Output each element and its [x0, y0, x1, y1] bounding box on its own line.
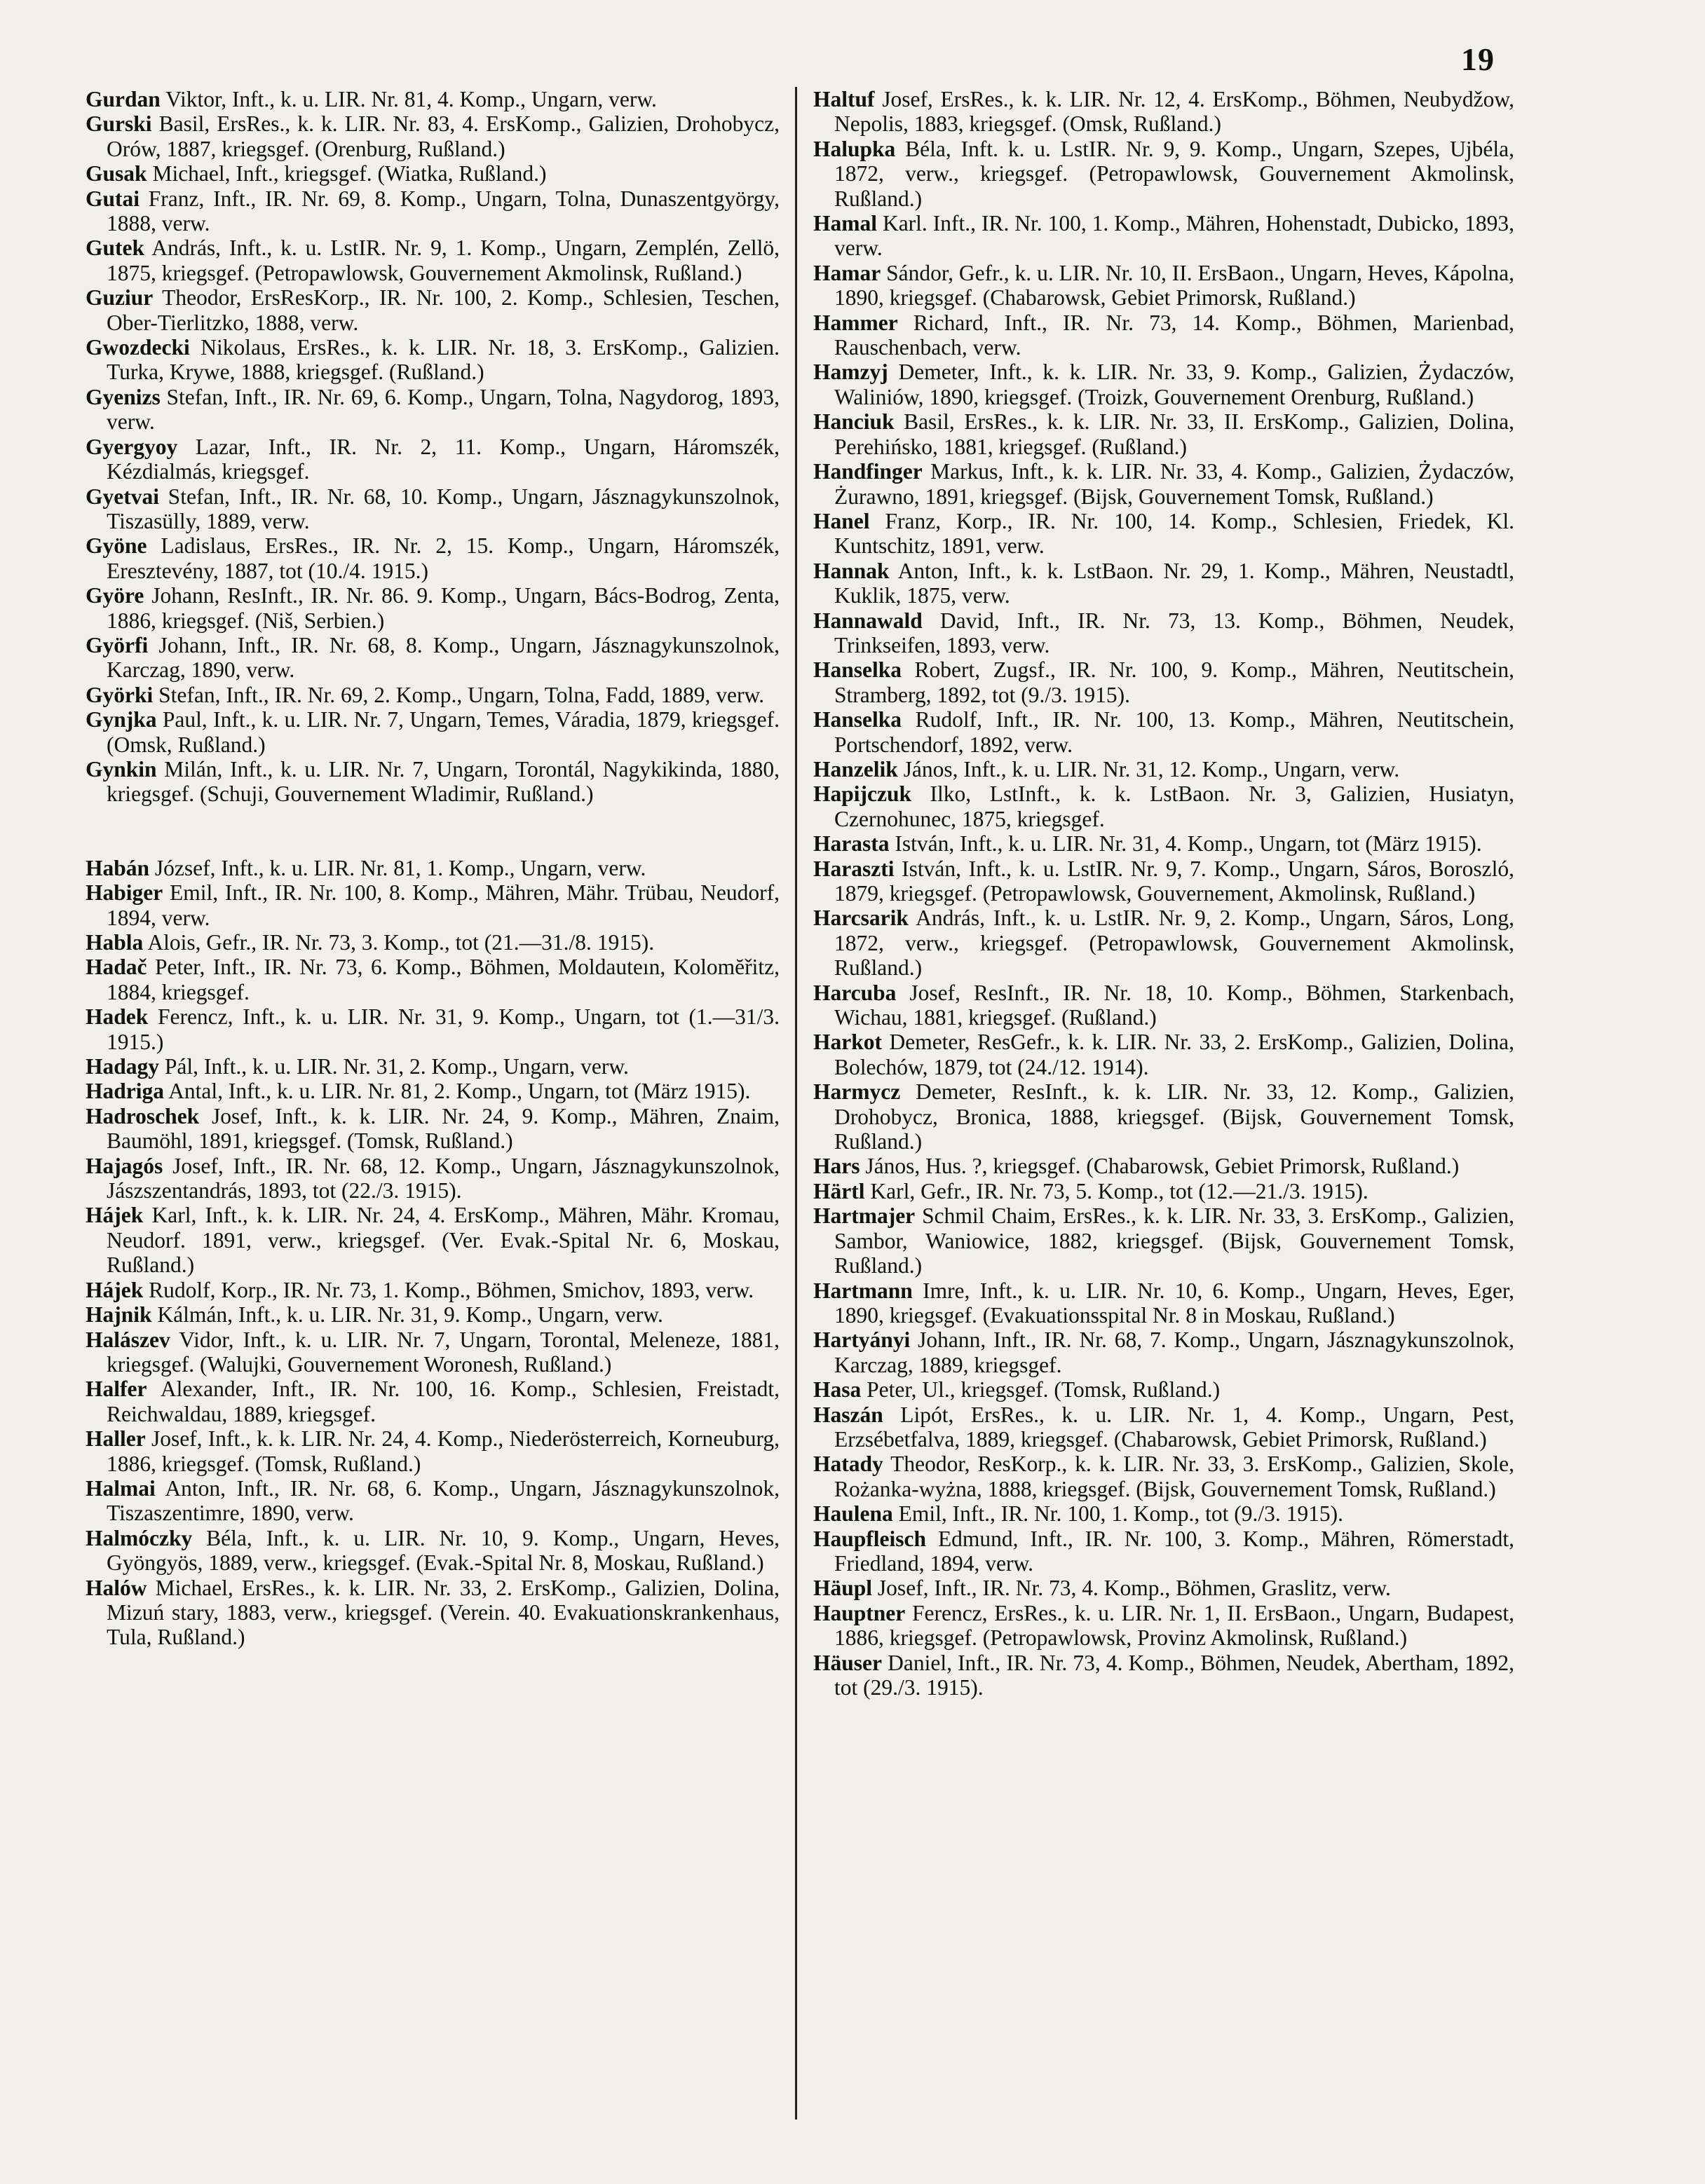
list-item [813, 1079, 1514, 1154]
section-gap [86, 807, 780, 856]
entry-details: Béla, Inft. k. u. LstIR. Nr. 9, 9. Komp., Ungarn, Szepes, Ujbéla, 1872, verw., kriegsgef. (Petropawlowsk, Gouvernement Akmolinsk, Rußland.) [834, 136, 1514, 211]
entry-surname: Haulena [813, 1501, 893, 1527]
entry-details: Josef, Inft., IR. Nr. 73, 4. Komp., Böhmen, Graslitz, verw. [872, 1576, 1391, 1601]
entry-surname: Györfi [86, 632, 149, 657]
entry-details: Alois, Gefr., IR. Nr. 73, 3. Komp., tot (21.—31./8. 1915). [143, 930, 655, 955]
entry-details: Lazar, Inft., IR. Nr. 2, 11. Komp., Ungarn, Háromszék, Kézdialmás, kriegsgef. [107, 434, 780, 484]
list-item [813, 831, 1514, 856]
entry-details: Stefan, Inft., IR. Nr. 69, 6. Komp., Ungarn, Tolna, Nagydorog, 1893, verw. [107, 384, 780, 435]
entry-details: András, Inft., k. u. LstIR. Nr. 9, 1. Komp., Ungarn, Zemplén, Zellö, 1875, kriegsgef. (Petropawlowsk, Gouvernement Akmolinsk, Rußland.) [107, 236, 780, 285]
entry-surname: Gyergyoy [86, 434, 178, 459]
list-item [86, 435, 780, 484]
list-item [813, 1154, 1514, 1178]
list-item [813, 1651, 1514, 1700]
entry-details: Franz, Inft., IR. Nr. 69, 8. Komp., Ungarn, Tolna, Dunaszentgyörgy, 1888, verw. [107, 186, 780, 236]
entry-surname: Häupl [813, 1576, 873, 1601]
entry-details: János, Hus. ?, kriegsgef. (Chabarowsk, Gebiet Primorsk, Rußland.) [860, 1154, 1460, 1179]
entry-details: István, Inft., k. u. LIR. Nr. 31, 4. Komp., Ungarn, tot (März 1915). [889, 831, 1482, 856]
entry-surname: Harasta [813, 831, 890, 856]
entry-surname: Haupfleisch [813, 1526, 927, 1551]
entry-details: Sándor, Gefr., k. u. LIR. Nr. 10, II. ErsBaon., Ungarn, Heves, Kápolna, 1890, kriegsgef. (Chabarowsk, Gebiet Primorsk, Rußland.) [834, 260, 1514, 310]
entry-surname: Halupka [813, 136, 896, 161]
list-item [86, 385, 780, 435]
entry-surname: Hajagós [86, 1153, 163, 1178]
entry-details: Béla, Inft., k. u. LIR. Nr. 10, 9. Komp., Ungarn, Heves, Gyöngyös, 1889, verw., kriegsgef. (Evak.-Spital Nr. 8, Moskau, Rußland.) [107, 1525, 780, 1576]
entry-surname: Hadroschek [86, 1103, 200, 1128]
list-item [86, 87, 780, 111]
entry-details: Pál, Inft., k. u. LIR. Nr. 31, 2. Komp., Ungarn, verw. [159, 1054, 629, 1079]
entry-details: Theodor, ResKorp., k. k. LIR. Nr. 33, 3. ErsKomp., Galizien, Skole, Rożanka-wyżna, 1888, kriegsgef. (Bijsk, Gouvernement Tomsk, Rußland.) [834, 1452, 1514, 1501]
entry-details: Michael, ErsRes., k. k. LIR. Nr. 33, 2. ErsKomp., Galizien, Dolina, Mizuń stary, 1883, verw., kriegsgef. (Verein. 40. Evakuationskrankenhaus, Tula, Rußland.) [107, 1575, 780, 1650]
list-item [813, 1527, 1514, 1576]
group-g [86, 87, 780, 807]
entry-surname: Hartmajer [813, 1203, 916, 1229]
entry-details: Demeter, ResInft., k. k. LIR. Nr. 33, 12. Komp., Galizien, Drohobycz, Bronica, 1888, kriegsgef. (Bijsk, Gouvernement Tomsk, Rußland.) [834, 1079, 1514, 1154]
entry-surname: Hatady [813, 1452, 883, 1477]
list-item [813, 1501, 1514, 1526]
entry-surname: Harmycz [813, 1079, 901, 1105]
entry-surname: Hadagy [86, 1054, 160, 1079]
entry-surname: Gutek [86, 236, 145, 261]
entry-surname: Hanciuk [813, 409, 895, 435]
entry-details: Kálmán, Inft., k. u. LIR. Nr. 31, 9. Komp., Ungarn, verw. [151, 1302, 663, 1328]
entry-details: Peter, Ul., kriegsgef. (Tomsk, Rußland.) [861, 1377, 1221, 1402]
entry-details: Imre, Inft., k. u. LIR. Nr. 10, 6. Komp., Ungarn, Heves, Eger, 1890, kriegsgef. (Evakuationsspital Nr. 8 in Moskau, Rußland.) [834, 1278, 1514, 1328]
list-item [813, 1030, 1514, 1079]
entry-details: Alexander, Inft., IR. Nr. 100, 16. Komp., Schlesien, Freistadt, Reichwaldau, 1889, kriegsgef. [107, 1377, 780, 1426]
entry-details: Vidor, Inft., k. u. LIR. Nr. 7, Ungarn, Torontal, Meleneze, 1881, kriegsgef. (Walujki, Gouvernement Woronesh, Rußland.) [107, 1327, 780, 1377]
list-item [813, 211, 1514, 261]
list-item [86, 1278, 780, 1302]
list-item [86, 856, 780, 880]
group-h [86, 856, 780, 1650]
list-item [86, 285, 780, 335]
entry-surname: Hájek [86, 1203, 144, 1228]
list-item [813, 1203, 1514, 1278]
entry-surname: Handfinger [813, 459, 923, 484]
entry-surname: Hamar [813, 260, 881, 285]
entry-surname: Gyöne [86, 533, 147, 559]
entry-surname: Harcuba [813, 980, 897, 1005]
entry-surname: Haszán [813, 1402, 883, 1427]
list-item [813, 509, 1514, 559]
list-item [813, 1452, 1514, 1501]
entry-surname: Gyetvai [86, 484, 159, 509]
entry-surname: Habla [86, 930, 144, 955]
list-item [86, 236, 780, 285]
entry-surname: Hadriga [86, 1079, 165, 1104]
entry-surname: Hájek [86, 1277, 144, 1302]
entry-details: Franz, Korp., IR. Nr. 100, 14. Komp., Schlesien, Friedek, Kl. Kuntschitz, 1891, verw. [834, 508, 1514, 559]
list-item [813, 1328, 1514, 1377]
entry-surname: Hapijczuk [813, 782, 912, 807]
entry-details: Paul, Inft., k. u. LIR. Nr. 7, Ungarn, Temes, Váradia, 1879, kriegsgef. (Omsk, Rußland.) [107, 707, 780, 757]
entry-details: András, Inft., k. u. LstIR. Nr. 9, 2. Komp., Ungarn, Sáros, Long, 1872, verw., kriegsgef. (Petropawlowsk, Gouvernement Akmolinsk, Rußland.) [834, 906, 1514, 981]
list-item [86, 1302, 780, 1327]
entry-surname: Halfer [86, 1377, 147, 1402]
entry-details: Nikolaus, ErsRes., k. k. LIR. Nr. 18, 3. ErsKomp., Galizien. Turka, Krywe, 1888, kriegsgef. (Rußland.) [107, 335, 780, 385]
entry-details: Josef, Inft., IR. Nr. 68, 12. Komp., Ungarn, Jásznagykunszolnok, Jászszentandrás, 1893, tot (22./3. 1915). [107, 1153, 780, 1203]
entry-surname: Gynkin [86, 756, 157, 782]
list-item [86, 683, 780, 707]
list-item [86, 1054, 780, 1079]
list-item [813, 782, 1514, 831]
entry-details: István, Inft., k. u. LstIR. Nr. 9, 7. Komp., Ungarn, Sáros, Boroszló, 1879, kriegsgef. (Petropawlowsk, Gouvernement, Akmolinsk, Rußland.) [834, 856, 1514, 906]
entry-details: Demeter, ResGefr., k. k. LIR. Nr. 33, 2. ErsKomp., Galizien, Dolina, Bolechów, 1879, tot (24./12. 1914). [834, 1030, 1514, 1079]
entry-surname: Hannak [813, 558, 890, 583]
list-item [86, 1476, 780, 1526]
entry-surname: Habiger [86, 880, 163, 906]
entry-details: Emil, Inft., IR. Nr. 100, 1. Komp., tot (9./3. 1915). [892, 1501, 1343, 1527]
list-item [813, 360, 1514, 409]
entry-details: Milán, Inft., k. u. LIR. Nr. 7, Ungarn, Torontál, Nagykikinda, 1880, kriegsgef. (Schuji, Gouvernement Wladimir, Rußland.) [107, 756, 780, 807]
entry-details: Josef, ErsRes., k. k. LIR. Nr. 12, 4. ErsKomp., Böhmen, Neubydžow, Nepolis, 1883, kriegsgef. (Omsk, Rußland.) [834, 87, 1514, 137]
list-item [813, 261, 1514, 310]
list-item [813, 856, 1514, 906]
list-item [86, 186, 780, 236]
list-item [86, 1526, 780, 1576]
list-item [813, 87, 1514, 137]
entry-surname: Hars [813, 1154, 860, 1179]
entry-details: Karl. Inft., IR. Nr. 100, 1. Komp., Mähren, Hohenstadt, Dubicko, 1893, verw. [834, 211, 1514, 261]
entry-details: Richard, Inft., IR. Nr. 73, 14. Komp., Böhmen, Marienbad, Rauschenbach, verw. [834, 310, 1514, 360]
entry-details: Peter, Inft., IR. Nr. 73, 6. Komp., Böhmen, Moldauteın, Kolomĕřitz, 1884, kriegsgef. [107, 955, 780, 1004]
list-item [813, 981, 1514, 1030]
entry-details: Markus, Inft., k. k. LIR. Nr. 33, 4. Komp., Galizien, Żydaczów, Żurawno, 1891, kriegsgef. (Bijsk, Gouvernement Tomsk, Rußland.) [834, 459, 1514, 509]
entry-details: Antal, Inft., k. u. LIR. Nr. 81, 2. Komp., Ungarn, tot (März 1915). [164, 1079, 751, 1104]
entry-surname: Harcsarik [813, 906, 909, 931]
entry-surname: Gurdan [86, 87, 161, 111]
entry-surname: Harkot [813, 1030, 882, 1055]
list-item [86, 930, 780, 955]
list-item [86, 633, 780, 683]
entry-surname: Halmai [86, 1475, 156, 1501]
entry-details: Emil, Inft., IR. Nr. 100, 8. Komp., Mähren, Mähr. Trübau, Neudorf, 1894, verw. [107, 880, 780, 930]
entry-surname: Hadač [86, 955, 147, 980]
entry-details: Basil, ErsRes., k. k. LIR. Nr. 83, 4. ErsKomp., Galizien, Drohobycz, Orów, 1887, kriegsgef. (Orenburg, Rußland.) [107, 111, 780, 161]
entry-details: Rudolf, Korp., IR. Nr. 73, 1. Komp., Böhmen, Smichov, 1893, verw. [143, 1277, 754, 1302]
entry-details: Robert, Zugsf., IR. Nr. 100, 9. Komp., Mähren, Neutitschein, Stramberg, 1892, tot (9./3. 1915). [834, 657, 1514, 707]
entry-surname: Hartyányi [813, 1328, 911, 1353]
list-item [86, 111, 780, 161]
entry-details: Schmil Chaim, ErsRes., k. k. LIR. Nr. 33, 3. ErsKomp., Galizien, Sambor, Waniowice, 1882, kriegsgef. (Bijsk, Gouvernement Tomsk, Rußland.) [834, 1203, 1514, 1278]
entry-details: Johann, Inft., IR. Nr. 68, 8. Komp., Ungarn, Jásznagykunszolnok, Karczag, 1890, verw. [107, 632, 780, 683]
entry-details: Anton, Inft., IR. Nr. 68, 6. Komp., Ungarn, Jásznagykunszolnok, Tiszaszentimre, 1890, verw. [107, 1475, 780, 1526]
list-item [813, 1576, 1514, 1600]
list-item [813, 310, 1514, 360]
list-item [813, 1278, 1514, 1328]
entry-details: Johann, ResInft., IR. Nr. 86. 9. Komp., Ungarn, Bács-Bodrog, Zenta, 1886, kriegsgef. (Niš, Serbien.) [107, 583, 780, 633]
entry-details: Michael, Inft., kriegsgef. (Wiatka, Rußland.) [147, 161, 547, 186]
entry-details: Daniel, Inft., IR. Nr. 73, 4. Komp., Böhmen, Neudek, Abertham, 1892, tot (29./3. 1915). [834, 1650, 1514, 1700]
list-item [813, 1179, 1514, 1203]
list-item [86, 880, 780, 930]
entry-surname: Gurski [86, 111, 152, 137]
entry-details: David, Inft., IR. Nr. 73, 13. Komp., Böhmen, Neudek, Trinkseifen, 1893, verw. [834, 608, 1514, 657]
entry-surname: Halászev [86, 1327, 170, 1352]
entry-surname: Hajnik [86, 1302, 152, 1328]
list-item [813, 707, 1514, 757]
entry-details: Basil, ErsRes., k. k. LIR. Nr. 33, II. ErsKomp., Galizien, Dolina, Perehińsko, 1881, kriegsgef. (Rußland.) [834, 409, 1514, 459]
entry-details: Stefan, Inft., IR. Nr. 69, 2. Komp., Ungarn, Tolna, Fadd, 1889, verw. [153, 682, 765, 707]
entry-surname: Hamal [813, 211, 877, 236]
list-item [813, 906, 1514, 980]
entry-surname: Haltuf [813, 87, 875, 111]
list-item [86, 1154, 780, 1203]
entry-details: Demeter, Inft., k. k. LIR. Nr. 33, 9. Komp., Galizien, Żydaczów, Waliniów, 1890, kriegsgef. (Troizk, Gouvernement Orenburg, Rußland.) [834, 360, 1514, 409]
list-item [813, 137, 1514, 211]
list-item [813, 1377, 1514, 1402]
entry-surname: Hannawald [813, 608, 923, 633]
list-item [86, 707, 780, 757]
list-item [86, 161, 780, 186]
list-item [813, 1402, 1514, 1452]
entry-surname: Halmóczky [86, 1525, 193, 1550]
entry-details: József, Inft., k. u. LIR. Nr. 81, 1. Komp., Ungarn, verw. [149, 855, 646, 880]
entry-surname: Gutai [86, 186, 140, 211]
entry-details: Josef, Inft., k. k. LIR. Nr. 24, 4. Komp., Niederösterreich, Korneuburg, 1886, kriegsgef. (Tomsk, Rußland.) [107, 1426, 780, 1476]
list-item [86, 1203, 780, 1277]
entry-details: Josef, Inft., k. k. LIR. Nr. 24, 9. Komp., Mähren, Znaim, Baumöhl, 1891, kriegsgef. (Tomsk, Rußland.) [107, 1103, 780, 1154]
page-number: 19 [1461, 41, 1495, 77]
entry-surname: Hauptner [813, 1600, 906, 1625]
entry-surname: Hasa [813, 1377, 862, 1402]
entry-surname: Häuser [813, 1650, 882, 1675]
column-divider [795, 87, 797, 2120]
entry-details: János, Inft., k. u. LIR. Nr. 31, 12. Komp., Ungarn, verw. [897, 756, 1400, 782]
list-item [813, 459, 1514, 509]
entry-surname: Hanzelik [813, 756, 898, 782]
entry-surname: Hadek [86, 1004, 149, 1030]
entry-details: Ilko, LstInft., k. k. LstBaon. Nr. 3, Galizien, Husiatyn, Czernohunec, 1875, kriegsgef. [834, 782, 1514, 831]
list-item [86, 757, 780, 807]
entry-details: Stefan, Inft., IR. Nr. 68, 10. Komp., Ungarn, Jásznagykunszolnok, Tiszasülly, 1889, verw. [107, 484, 780, 533]
list-item [86, 533, 780, 583]
entry-surname: Hanel [813, 508, 870, 533]
list-item [813, 1601, 1514, 1651]
left-column [86, 87, 780, 1650]
list-item [86, 955, 780, 1004]
list-item [86, 1079, 780, 1103]
entry-details: Anton, Inft., k. k. LstBaon. Nr. 29, 1. Komp., Mähren, Neustadtl, Kuklik, 1875, verw. [834, 558, 1514, 608]
entry-details: Ferencz, Inft., k. u. LIR. Nr. 31, 9. Komp., Ungarn, tot (1.—31/3. 1915.) [107, 1004, 780, 1054]
list-item [86, 1004, 780, 1054]
entry-surname: Györki [86, 682, 154, 707]
list-item [86, 1426, 780, 1476]
list-item [86, 1377, 780, 1426]
entry-surname: Gwozdecki [86, 335, 190, 360]
entry-details: Ferencz, ErsRes., k. u. LIR. Nr. 1, II. ErsBaon., Ungarn, Budapest, 1886, kriegsgef. (Petropawlowsk, Provinz Akmolinsk, Rußland.) [834, 1600, 1514, 1651]
entry-surname: Hanselka [813, 657, 902, 683]
entry-surname: Haller [86, 1426, 146, 1452]
entry-details: Lipót, ErsRes., k. u. LIR. Nr. 1, 4. Komp., Ungarn, Pest, Erzsébetfalva, 1889, kriegsgef. (Chabarowsk, Gebiet Primorsk, Rußland.) [834, 1402, 1514, 1452]
entry-details: Rudolf, Inft., IR. Nr. 100, 13. Komp., Mähren, Neutitschein, Portschendorf, 1892, verw. [834, 707, 1514, 757]
entry-details: Viktor, Inft., k. u. LIR. Nr. 81, 4. Komp., Ungarn, verw. [160, 87, 657, 111]
entry-details: Johann, Inft., IR. Nr. 68, 7. Komp., Ungarn, Jásznagykunszolnok, Karczag, 1889, kriegsgef. [834, 1328, 1514, 1377]
list-item [86, 335, 780, 385]
entry-details: Theodor, ErsResKorp., IR. Nr. 100, 2. Komp., Schlesien, Teschen, Ober-Tierlitzko, 1888, verw. [107, 285, 780, 335]
right-column [813, 87, 1514, 1700]
list-item [813, 559, 1514, 608]
entry-surname: Hartmann [813, 1278, 913, 1303]
entry-surname: Györe [86, 583, 144, 608]
list-item [86, 583, 780, 633]
list-item [813, 757, 1514, 782]
list-item [86, 1576, 780, 1650]
list-item [813, 608, 1514, 658]
entry-surname: Halów [86, 1575, 147, 1600]
entry-surname: Härtl [813, 1178, 865, 1203]
entry-surname: Hanselka [813, 707, 902, 732]
list-item [813, 409, 1514, 459]
entry-surname: Hammer [813, 310, 898, 335]
list-item [86, 1104, 780, 1154]
list-item [86, 484, 780, 534]
entry-surname: Haraszti [813, 856, 895, 881]
entry-surname: Guziur [86, 285, 154, 310]
entry-surname: Hamzyj [813, 360, 888, 385]
list-item [86, 1328, 780, 1377]
entry-details: Ladislaus, ErsRes., IR. Nr. 2, 15. Komp., Ungarn, Háromszék, Eresztevény, 1887, tot (10./4. 1915.) [107, 533, 780, 583]
entry-surname: Gynjka [86, 707, 157, 732]
entry-surname: Gyenizs [86, 384, 161, 409]
entry-surname: Gusak [86, 161, 147, 186]
entry-details: Karl, Inft., k. k. LIR. Nr. 24, 4. ErsKomp., Mähren, Mähr. Kromau, Neudorf. 1891, verw., kriegsgef. (Ver. Evak.-Spital Nr. 6, Moskau, Rußland.) [107, 1203, 780, 1278]
entry-details: Josef, ResInft., IR. Nr. 18, 10. Komp., Böhmen, Starkenbach, Wichau, 1881, kriegsgef. (Rußland.) [834, 980, 1514, 1030]
list-item [813, 657, 1514, 707]
entry-details: Edmund, Inft., IR. Nr. 100, 3. Komp., Mähren, Römerstadt, Friedland, 1894, verw. [834, 1526, 1514, 1576]
entry-details: Karl, Gefr., IR. Nr. 73, 5. Komp., tot (12.—21./3. 1915). [864, 1178, 1368, 1203]
entry-surname: Habán [86, 855, 150, 880]
